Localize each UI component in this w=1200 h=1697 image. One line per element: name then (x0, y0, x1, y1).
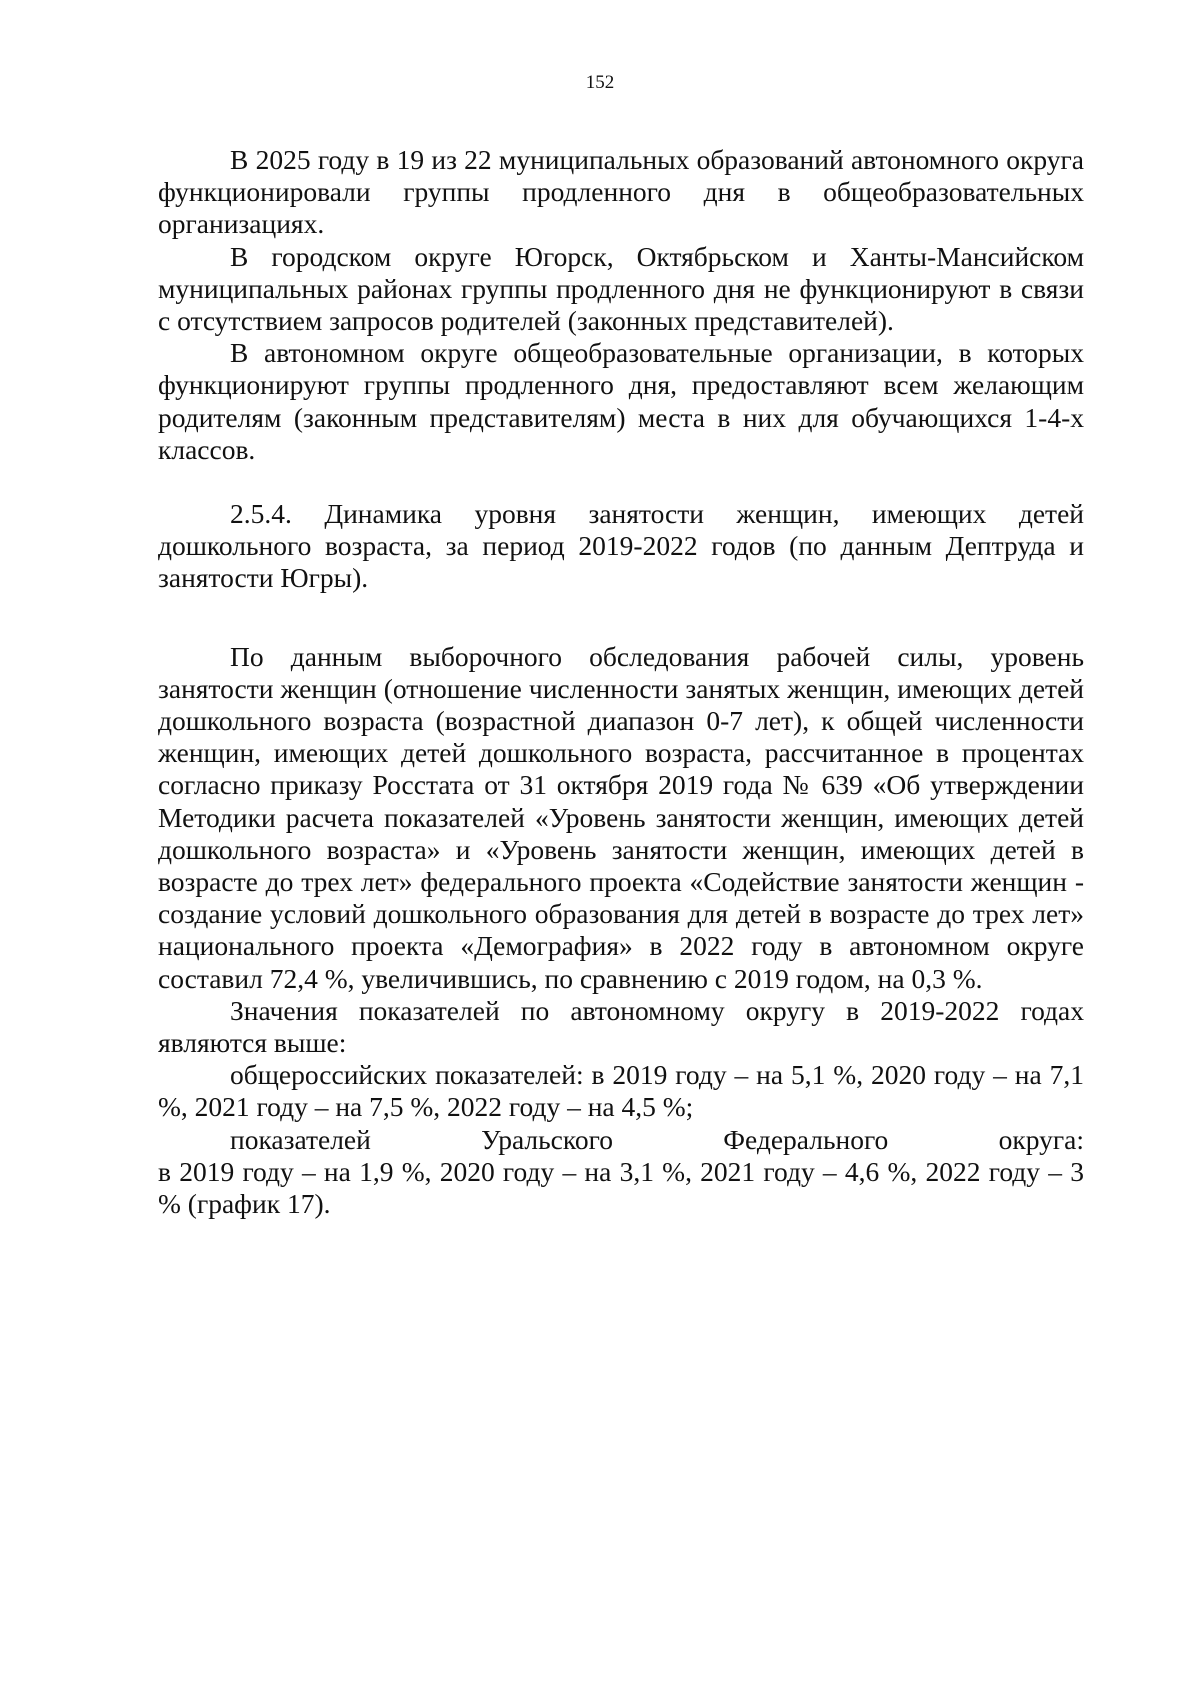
paragraph-indicators-higher: Значения показателей по автономному округу в 2019-2022 годах являются выше: (158, 994, 1084, 1059)
paragraph-ural-indicators-lead: показателей Уральского Федерального округа: (230, 1123, 1084, 1155)
paragraph-ural-indicators-values: в 2019 году – на 1,9 %, 2020 году – на 3,1 %, 2021 году – 4,6 %, 2022 году – 3 % (график 17). (158, 1155, 1084, 1220)
section-heading-2-5-4: 2.5.4. Динамика уровня занятости женщин, имеющих детей дошкольного возраста, за период 2019-2022 годов (по данным Дептруда и занятости Югры). (158, 498, 1084, 594)
paragraph-places-for-pupils: В автономном округе общеобразовательные организации, в которых функционируют группы продленного дня, предоставляют всем желающим родителям (законным представителям) места в них для обучающихся 1-4-х классов. (158, 337, 1084, 465)
paragraph-no-groups-districts: В городском округе Югорск, Октябрьском и Ханты-Мансийском муниципальных районах группы продленного дня не функционируют в связи с отсутствием запросов родителей (законных представителей). (158, 240, 1084, 337)
paragraph-extended-day-groups: В 2025 году в 19 из 22 муниципальных образований автономного округа функционировали группы продленного дня в общеобразовательных организациях. (158, 144, 1084, 240)
page-number: 152 (585, 72, 615, 93)
paragraph-employment-level: По данным выборочного обследования рабочей силы, уровень занятости женщин (отношение численности занятых женщин, имеющих детей дошкольного возраста (возрастной диапазон 0-7 лет), к общей численности женщин, имеющих детей дошкольного возраста, рассчитанное в процентах согласно приказу Росстата от 31 октября 2019 года № 639 «Об утверждении Методики расчета показателей «Уровень занятости женщин, имеющих детей дошкольного возраста» и «Уровень занятости женщин, имеющих детей в возрасте до трех лет» федерального проекта «Содействие занятости женщин - создание условий дошкольного образования для детей в возрасте до трех лет» национального проекта «Демография» в 2022 году в автономном округе составил 72,4 %, увеличившись, по сравнению с 2019 годом, на 0,3 %. (158, 640, 1084, 994)
paragraph-all-russian-indicators: общероссийских показателей: в 2019 году – на 5,1 %, 2020 году – на 7,1 %, 2021 году – на 7,5 %, 2022 году – на 4,5 %; (158, 1059, 1084, 1123)
document-body (158, 144, 1084, 1220)
